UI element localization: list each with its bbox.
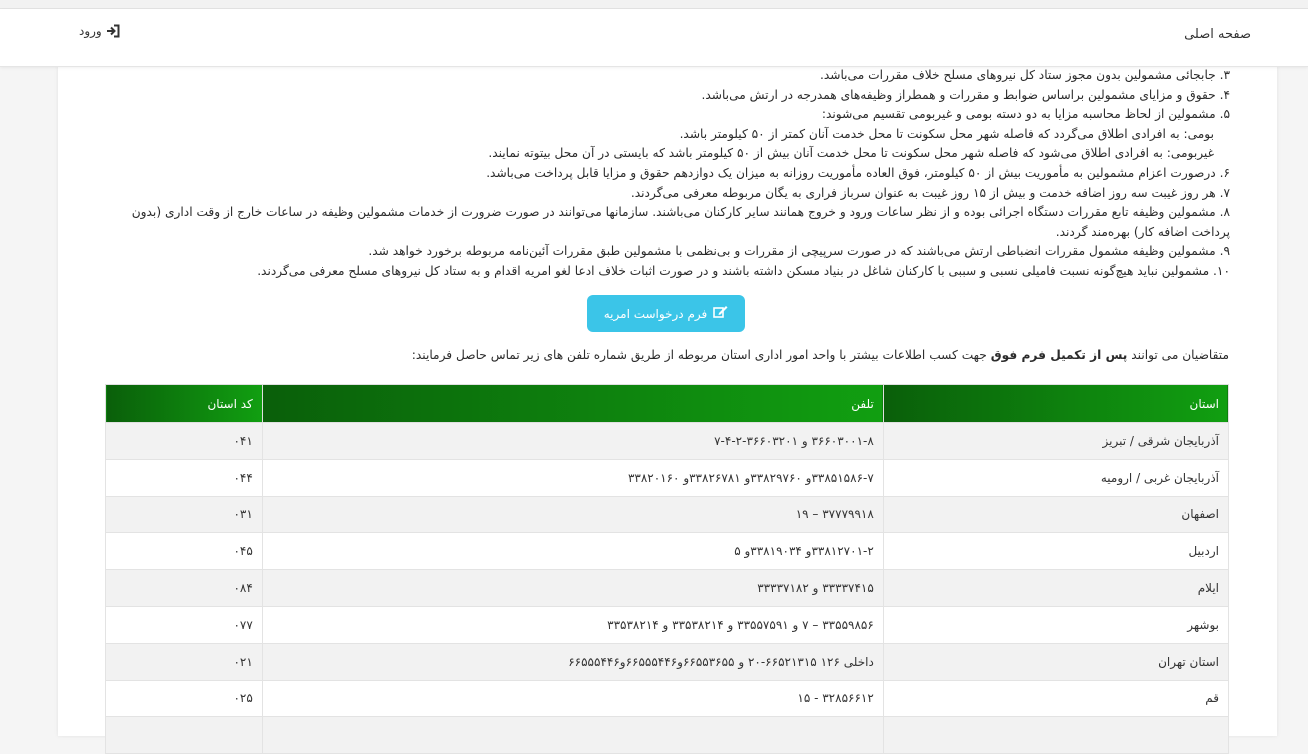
header-province: استان xyxy=(883,385,1228,423)
table-header-row xyxy=(106,385,1229,423)
header-phone: تلفن xyxy=(262,385,883,423)
cell-empty xyxy=(883,717,1228,754)
cell-area-code: ۰۳۱ xyxy=(106,496,263,533)
rule-item: ۹. مشمولین وظیفه مشمول مقررات انضباطی ارتش می‌باشند که در صورت سرپیچی از مقررات و بی‌نظمی با مشمولین طبق مقررات آئین‌نامه مربوطه برخورد خواهد شد. xyxy=(368,244,1230,259)
request-form-button[interactable] xyxy=(587,295,745,332)
top-border xyxy=(0,0,1308,9)
rule-subitem: غیربومی: به افرادی اطلاق می‌شود که فاصله شهر محل سکونت تا محل خدمت آنان بیش از ۵۰ کیلومتر باشد که بایستی در آن محل بیتوته نمایند. xyxy=(488,146,1214,161)
table-row xyxy=(106,643,1229,680)
province-contact-table xyxy=(105,384,1229,754)
cell-area-code: ۰۴۱ xyxy=(106,423,263,460)
cell-area-code: ۰۴۵ xyxy=(106,533,263,570)
table-row xyxy=(106,533,1229,570)
cell-phone: داخلی ۱۲۶ ۶۶۵۲۱۳۱۵-۲۰ و ۶۶۵۵۳۶۵۵و۶۶۵۵۵۴۴۶و۶۶۵۵۵۴۴۶ xyxy=(262,643,883,680)
cell-province: آذربایجان غربی / ارومیه xyxy=(883,459,1228,496)
rules-list xyxy=(110,66,1230,282)
navbar xyxy=(0,9,1308,67)
edit-icon xyxy=(713,305,728,322)
cell-area-code: ۰۸۴ xyxy=(106,570,263,607)
cell-province: آذربایجان شرقی / تبریز xyxy=(883,423,1228,460)
sign-in-icon xyxy=(106,24,120,38)
rule-item: ۸. مشمولین وظیفه تابع مقررات دستگاه اجرائی بوده و از نظر ساعات ورود و خروج همانند سایر کارکنان می‌باشند. سازمانها می‌توانند در صورت ضرورت از خدمات مشمولین وظیفه در ساعات خارج از وقت اداری (بدون پرداخت اضافه کار) بهره‌مند گردند. xyxy=(131,205,1230,239)
rule-item: ۷. هر روز غیبت سه روز اضافه خدمت و بیش از ۱۵ روز غیبت به عنوان سرباز فراری به یگان مربوطه معرفی می‌گردند. xyxy=(630,185,1230,200)
intro-text-start: متقاضیان می توانند xyxy=(1127,348,1229,362)
table-row xyxy=(106,570,1229,607)
cell-phone: ۳۳۵۵۹۸۵۶ – ۷ و ۳۳۵۵۷۵۹۱ و ۳۳۵۳۸۲۱۴ و ۳۳۵۳۸۲۱۴ xyxy=(262,606,883,643)
intro-text-end: جهت کسب اطلاعات بیشتر با واحد امور اداری استان مربوطه از طریق شماره تلفن های زیر تماس حاصل فرمایند: xyxy=(411,348,991,362)
intro-bold: پس از تکمیل فرم فوق xyxy=(990,348,1128,362)
cell-area-code: ۰۷۷ xyxy=(106,606,263,643)
table-row xyxy=(106,606,1229,643)
cell-phone: ۳۷۷۷۹۹۱۸ – ۱۹ xyxy=(262,496,883,533)
cell-phone: ۳۳۸۱۲۷۰۱-۲و ۳۳۸۱۹۰۳۴و ۵ xyxy=(262,533,883,570)
rule-item: ۶. درصورت اعزام مشمولین به مأموریت بیش از ۵۰ کیلومتر، فوق العاده مأموریت روزانه به میزان یک دوازدهم حقوق و مزایا قابل پرداخت می‌باشد. xyxy=(486,165,1230,180)
rule-item: ۵. مشمولین از لحاظ محاسبه مزایا به دو دسته بومی و غیربومی تقسیم می‌شوند: xyxy=(821,107,1230,122)
cell-province: بوشهر xyxy=(883,606,1228,643)
nav-login-link[interactable] xyxy=(79,24,120,38)
cell-area-code: ۰۲۵ xyxy=(106,680,263,717)
table-row xyxy=(106,680,1229,717)
rule-subitem: بومی: به افرادی اطلاق می‌گردد که فاصله شهر محل سکونت تا محل خدمت آنان کمتر از ۵۰ کیلومتر باشد. xyxy=(679,126,1214,141)
cell-phone: ۳۶۶۰۳۰۰۱-۸ و ۳۶۶۰۳۲۰۱-۲-۴-۷ xyxy=(262,423,883,460)
cell-area-code: ۰۲۱ xyxy=(106,643,263,680)
cell-province: استان تهران xyxy=(883,643,1228,680)
contact-intro xyxy=(109,348,1229,362)
request-form-label: فرم درخواست امریه xyxy=(603,306,708,321)
cell-phone: ۳۲۸۵۶۶۱۲ - ۱۵ xyxy=(262,680,883,717)
cell-province: قم xyxy=(883,680,1228,717)
cell-empty xyxy=(262,717,883,754)
nav-home-link[interactable]: صفحه اصلی xyxy=(1184,27,1251,42)
table-row xyxy=(106,459,1229,496)
header-area-code: کد استان xyxy=(106,385,263,423)
rule-item: ۱۰. مشمولین نباید هیچ‌گونه نسبت فامیلی نسبی و سببی با کارکنان شاغل در بنیاد مسکن داشته باشند و در صورت اثبات خلاف ادعا لغو امریه اقدام و به ستاد کل نیروهای مسلح معرفی می‌گردند. xyxy=(257,263,1230,278)
cell-phone: ۳۳۳۳۷۴۱۵ و ۳۳۳۳۷۱۸۲ xyxy=(262,570,883,607)
table-row xyxy=(106,496,1229,533)
cell-empty xyxy=(106,717,263,754)
cell-area-code: ۰۴۴ xyxy=(106,459,263,496)
table-row xyxy=(106,423,1229,460)
cell-phone: ۳۳۸۵۱۵۸۶-۷و ۳۳۸۲۹۷۶۰و ۳۳۸۲۶۷۸۱و ۳۳۸۲۰۱۶۰ xyxy=(262,459,883,496)
cell-province: اصفهان xyxy=(883,496,1228,533)
table-row-partial xyxy=(106,717,1229,754)
nav-login-label: ورود xyxy=(79,24,102,38)
cell-province: اردبیل xyxy=(883,533,1228,570)
rule-item: ۳. جابجائی مشمولین بدون مجوز ستاد کل نیروهای مسلح خلاف مقررات می‌باشد. xyxy=(819,68,1230,82)
rule-item: ۴. حقوق و مزایای مشمولین براساس ضوابط و مقررات و همطراز وظیفه‌های همدرجه در ارتش می‌باشد. xyxy=(701,87,1230,102)
cell-province: ایلام xyxy=(883,570,1228,607)
